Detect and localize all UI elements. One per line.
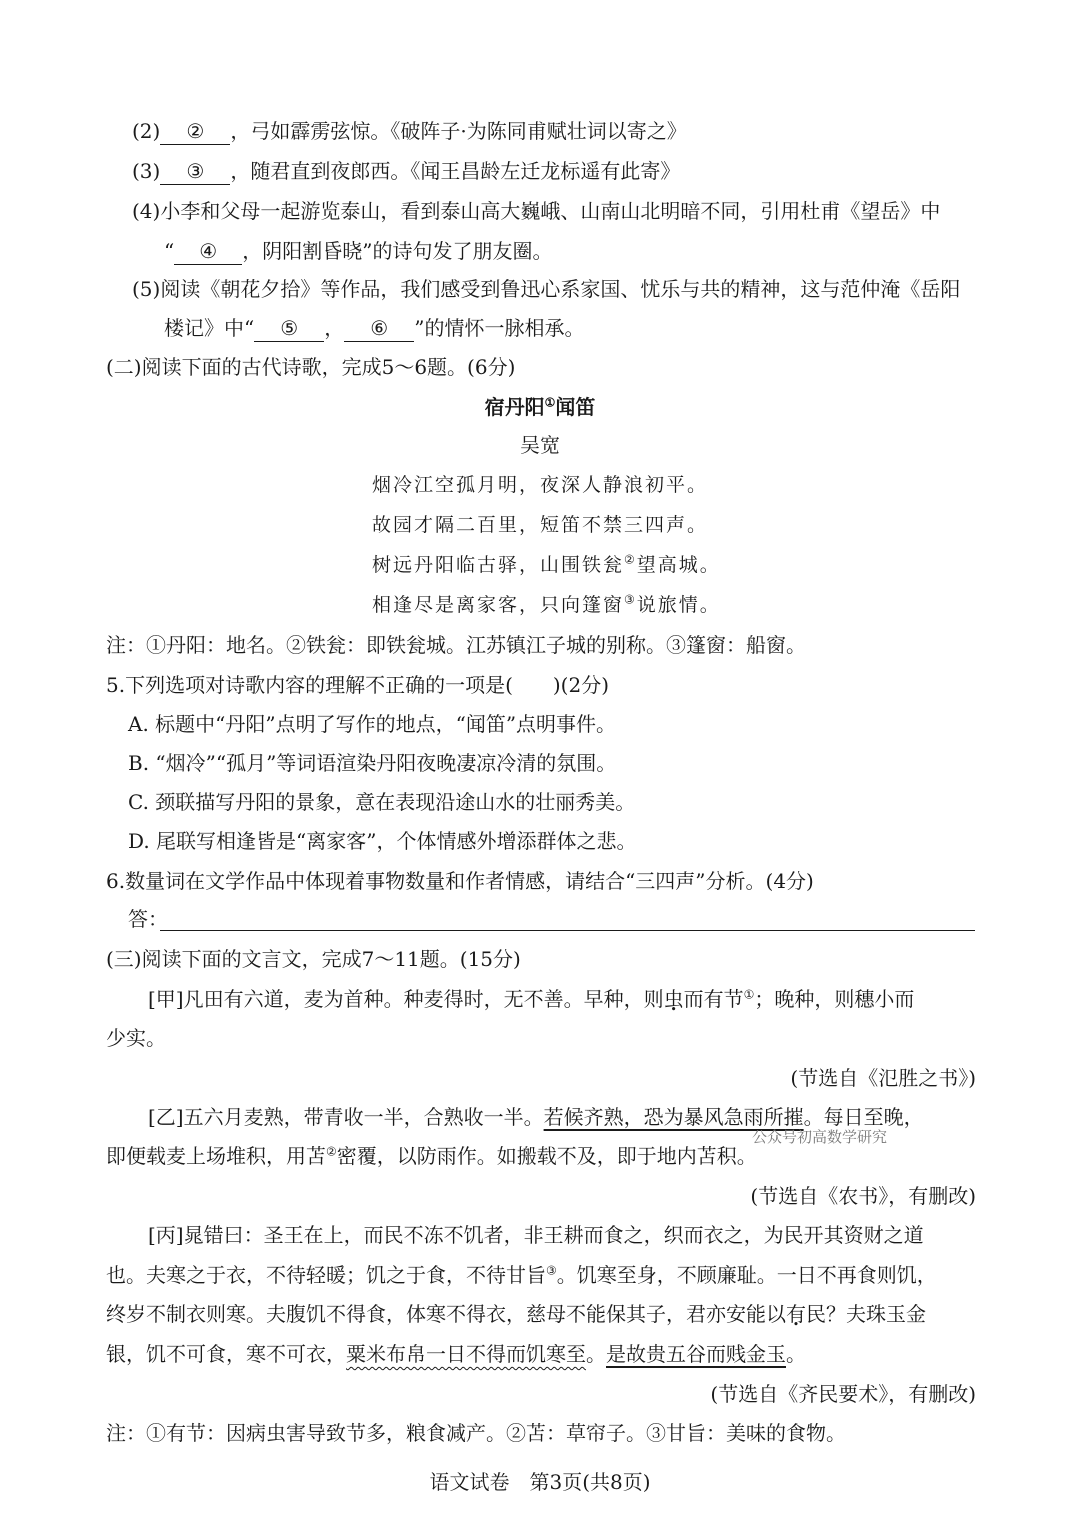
poem-author: 吴宽 (520, 433, 560, 457)
fill-blank-3: ③ (160, 158, 230, 185)
footnote-marker: ① (743, 987, 755, 1002)
item-text: ，弓如霹雳弦惊。《破阵子·为陈同甫赋壮词以寄之》 (230, 119, 687, 143)
fill-blank-5: ⑤ (254, 315, 324, 342)
option-d: D. 尾联写相逢皆是“离家客”，个体情感外增添群体之悲。 (128, 829, 637, 853)
q4-item-5-line1: (5)阅读《朝花夕拾》等作品，我们感受到鲁迅心系家国、忧乐与共的精神，这与范仲淹《岳阳 (132, 277, 961, 301)
q4-item-4-line2 (164, 236, 552, 266)
watermark: 公众号初高数学研究 (752, 1128, 888, 1146)
comma: ， (324, 316, 345, 340)
answer-label: 答： (128, 907, 168, 931)
passage-bing-line-3 (106, 1299, 926, 1329)
underlined-sentence: 若候齐熟，恐为暴风急雨所摧 (543, 1105, 804, 1129)
prefix-text: 楼记》中“ (164, 316, 255, 340)
poem-line-3-a: 树远丹阳临古驿，山围铁瓮 (372, 554, 625, 576)
passage-jia-line-2: 少实。 (106, 1026, 166, 1050)
item-text: ，随君直到夜郎西。《闻王昌龄左迁龙标遥有此寄》 (230, 159, 681, 183)
passage-notes: 注：①有节：因病虫害导致节多，粮食减产。②苫：草帘子。③甘旨：美味的食物。 (106, 1421, 846, 1445)
poem-line-4 (372, 590, 721, 620)
text-run: 。饥寒至身，不顾廉耻。一日不再食则饥， (556, 1263, 937, 1287)
passage-yi-line-2 (106, 1141, 757, 1171)
option-a: A. 标题中“丹阳”点明了写作的地点，“闻笛”点明事件。 (128, 712, 617, 736)
q4-item-5-line2 (164, 313, 584, 343)
text-run: ；晚种，则穗小而 (754, 987, 915, 1011)
poem-line-3-b: 望高城。 (636, 554, 721, 576)
text-run: 。每日至晚， (803, 1105, 924, 1129)
text-run: 而有节 (683, 987, 744, 1011)
option-b: B. “烟冷”“孤月”等词语渲染丹阳夜晚凄凉冷清的氛围。 (128, 751, 617, 775)
passage-jia-source: (节选自《氾胜之书》) (790, 1066, 976, 1090)
underlined-sentence: 是故贵五谷而贱金玉 (606, 1342, 786, 1366)
option-c: C. 颈联描写丹阳的景象，意在表现沿途山水的壮丽秀美。 (128, 790, 636, 814)
footnote-marker: ③ (546, 1263, 557, 1278)
footnote-marker: ③ (624, 592, 637, 607)
item-number: (3) (132, 159, 161, 183)
page-footer: 语文试卷 第3页(共8页) (429, 1470, 651, 1494)
passage-bing-source: (节选自《齐民要术》，有删改) (710, 1382, 976, 1406)
item-number: (2) (132, 119, 161, 143)
passage-yi-source: (节选自《农书》，有删改) (750, 1184, 976, 1208)
open-quote: “ (164, 239, 175, 263)
section-2-heading: (二)阅读下面的古代诗歌，完成5～6题。(6分) (106, 355, 516, 379)
poem-line-4-b: 说旅情。 (636, 594, 721, 616)
suffix-text: ”的情怀一脉相承。 (414, 316, 585, 340)
passage-bing-line-4 (106, 1339, 806, 1369)
text-run: 。 (786, 1342, 806, 1366)
text-run: 民？夫珠玉金 (806, 1302, 926, 1326)
poem-notes: 注：①丹阳：地名。②铁瓮：即铁瓮城。江苏镇江子城的别称。③篷窗：船窗。 (106, 633, 806, 657)
poem-title-main: 宿丹阳 (484, 395, 545, 419)
poem-line-4-a: 相逢尽是离家客，只向篷窗 (372, 594, 625, 616)
section-3-heading: (三)阅读下面的文言文，完成7～11题。(15分) (106, 947, 521, 971)
poem-title-rest: 闻笛 (555, 395, 596, 419)
poem-line-1: 烟冷江空孤月明，夜深人静浪初平。 (372, 474, 709, 496)
text-run: 。 (586, 1342, 606, 1366)
question-6-stem: 6.数量词在文学作品中体现着事物数量和作者情感，请结合“三四声”分析。(4分) (106, 869, 814, 893)
poem-title (0, 392, 1080, 422)
poem-line-2: 故园才隔二百里，短笛不禁三四声。 (372, 514, 709, 536)
passage-jia-line-1 (148, 984, 914, 1014)
emphasis-dot-char: 虫 (663, 987, 684, 1011)
q4-item-4-line1: (4)小李和父母一起游览泰山，看到泰山高大巍峨、山南山北明暗不同，引用杜甫《望岳》中 (132, 199, 941, 223)
text-run: 终岁不制衣则寒。夫腹饥不得食，体寒不得衣，慈母不能保其子，君亦安能以 (106, 1302, 786, 1326)
fill-blank-2: ② (160, 118, 230, 145)
poem-line-3 (372, 550, 721, 580)
fill-blank-6: ⑥ (344, 315, 414, 342)
question-5-stem: 5.下列选项对诗歌内容的理解不正确的一项是( )(2分) (106, 673, 610, 697)
footnote-marker: ① (544, 395, 556, 410)
emphasis-dot-char: 有 (786, 1302, 806, 1326)
text-run: 银，饥不可食，寒不可衣， (106, 1342, 346, 1366)
answer-line[interactable] (160, 930, 975, 931)
q4-item-3 (132, 156, 680, 186)
text-run: 也。夫寒之于衣，不待轻暖；饥之于食，不待甘旨 (106, 1263, 546, 1287)
item-text: ，阴阳割昏晓”的诗句发了朋友圈。 (242, 239, 553, 263)
fill-blank-4: ④ (174, 238, 242, 265)
text-run: 即便载麦上场堆积，用苫 (106, 1144, 326, 1168)
passage-bing-line-1: [丙]晁错曰：圣王在上，而民不冻不饥者，非王耕而食之，织而衣之，为民开其资财之道 (148, 1223, 924, 1247)
footnote-marker: ② (624, 552, 637, 567)
wavy-underlined-sentence: 粟米布帛一日不得而饥寒至 (346, 1342, 586, 1366)
text-run: [甲]凡田有六道，麦为首种。种麦得时，无不善。早种，则 (148, 987, 664, 1011)
passage-bing-line-2 (106, 1260, 937, 1290)
text-run: [乙]五六月麦熟，带青收一半，合熟收一半。 (148, 1105, 544, 1129)
q4-item-2 (132, 116, 687, 146)
footnote-marker: ② (326, 1144, 337, 1159)
text-run: 密覆，以防雨作。如搬载不及，即于地内苫积。 (336, 1144, 757, 1168)
